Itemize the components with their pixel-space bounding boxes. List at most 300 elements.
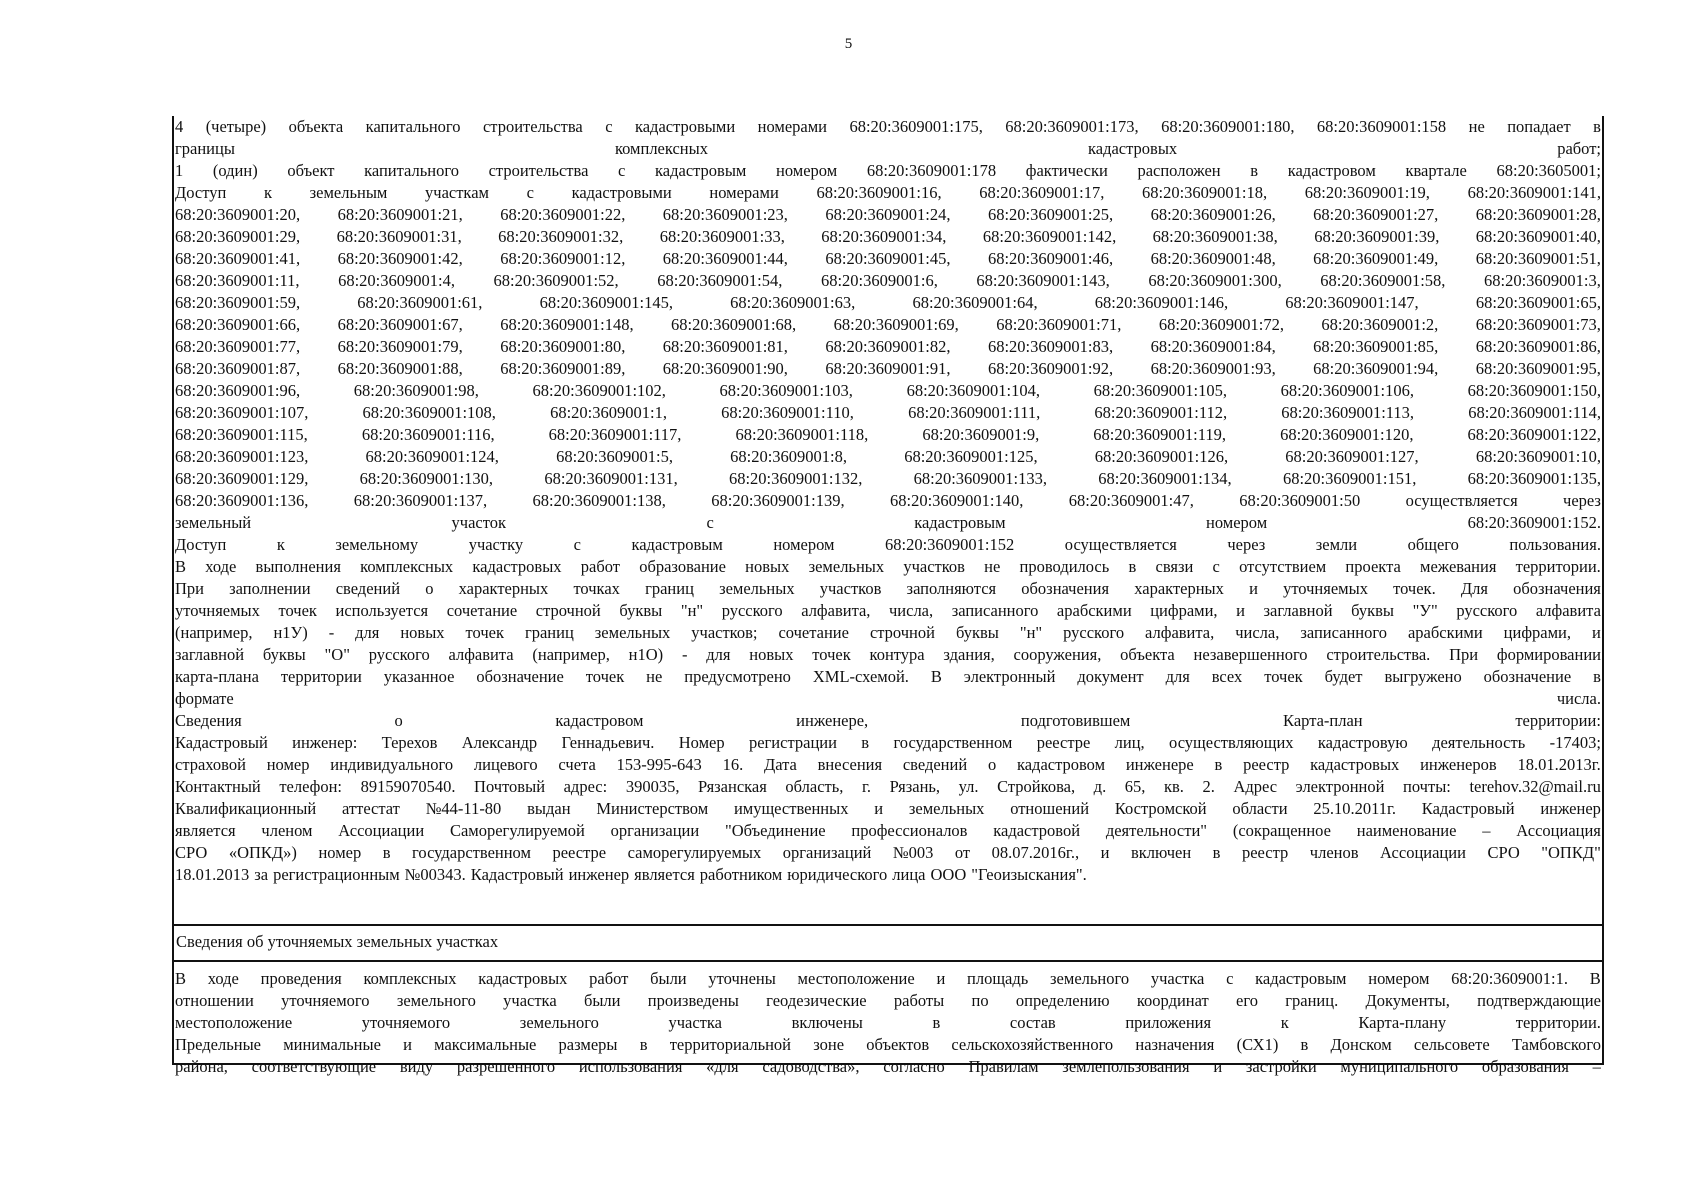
text-line (174, 490, 1602, 512)
word: заполняются (906, 579, 997, 598)
word: - (328, 623, 335, 642)
word: буквы (619, 601, 663, 620)
word: кадастровом (1287, 161, 1376, 180)
word: 68:20:3609001:4, (338, 271, 455, 290)
word: 68:20:3609001:105, (1093, 381, 1227, 400)
word: 1 (175, 161, 184, 180)
word: участков; (691, 623, 758, 642)
text-line (174, 358, 1602, 380)
word: «для (706, 1057, 739, 1076)
word: Адрес (1233, 777, 1278, 796)
word: земельному (335, 535, 419, 554)
word: строительства (482, 117, 583, 136)
word: регистрационным (273, 865, 400, 884)
word: 68:20:3609001:9, (922, 425, 1040, 444)
word: 68:20:3609001:133, (913, 469, 1048, 488)
word: 68:20:3609001:33, (659, 227, 785, 246)
word: виду (399, 1057, 434, 1076)
word: 68:20:3609001:134, (1098, 469, 1232, 488)
word: 68:20:3609001:49, (1313, 249, 1439, 268)
word: имущественных (733, 799, 849, 818)
word: При (1449, 645, 1479, 664)
word: точек (585, 667, 625, 686)
word: алфавита, (1145, 623, 1215, 642)
word: в (1128, 557, 1137, 576)
text-line (174, 512, 1602, 534)
text-line (174, 990, 1602, 1012)
word: через (1227, 535, 1266, 554)
word: (например, (532, 645, 610, 664)
word: государственном (412, 843, 531, 862)
word: участка (668, 1013, 722, 1032)
word: расположен (1137, 161, 1221, 180)
word: – (1482, 821, 1491, 840)
word: №003 (892, 843, 934, 862)
word: 68:20:3609001:89, (500, 359, 626, 378)
word: через (1563, 491, 1601, 510)
word: землепользования (1062, 1057, 1190, 1076)
word: 18.01.2013г. (1517, 755, 1601, 774)
word: в (382, 843, 391, 862)
word: 68:20:3609001:87, (175, 359, 301, 378)
word: попадает (1507, 117, 1571, 136)
word: о (425, 579, 434, 598)
word: 68:20:3609001:28, (1475, 205, 1601, 224)
word: 68:20:3609001:82, (825, 337, 951, 356)
word: Доступ (175, 183, 227, 202)
word: пользования. (1509, 535, 1601, 554)
text-line (174, 270, 1602, 292)
word: 68:20:3609001:136, (175, 491, 309, 510)
word: 08.07.2016г., (991, 843, 1080, 862)
word: н1У) (273, 623, 308, 642)
word: точек (1264, 667, 1303, 686)
text-line (174, 556, 1602, 578)
word: 68:20:3609001:300, (1148, 271, 1282, 290)
word: сочетание (778, 623, 849, 642)
word: кв. (1163, 777, 1184, 796)
text-line (174, 578, 1602, 600)
word: 68:20:3609001:73, (1475, 315, 1601, 334)
text-line (174, 116, 1602, 138)
word: цифрами, (1150, 601, 1218, 620)
word: состав (1009, 1013, 1056, 1032)
word: 68:20:3609001:91, (825, 359, 951, 378)
text-line (174, 1012, 1602, 1034)
text-line (174, 182, 1602, 204)
word: 2. (1202, 777, 1215, 796)
text-line (174, 160, 1602, 182)
word: Ассоциации (1380, 843, 1466, 862)
word: комплексных (360, 557, 454, 576)
word: работ (580, 557, 620, 576)
word: 68:20:3609001:20, (175, 205, 301, 224)
word: 68:20:3609001:178 (866, 161, 997, 180)
word: кадастровым (655, 161, 747, 180)
word: русского (1456, 601, 1518, 620)
word: точек. (1393, 579, 1436, 598)
word: буквы (955, 623, 999, 642)
text-line (174, 600, 1602, 622)
word: кадастровых (472, 557, 562, 576)
text-line (174, 798, 1602, 820)
word: уточняемого (361, 1013, 451, 1032)
word: юридического (787, 865, 888, 884)
word: 68:20:3609001:65, (1475, 293, 1601, 312)
word: земельных (719, 579, 795, 598)
word: 68:20:3609001:127, (1285, 447, 1419, 466)
text-line (174, 380, 1602, 402)
text-line (174, 138, 1602, 160)
word: 68:20:3609001:5, (556, 447, 673, 466)
word: земли (1315, 535, 1358, 554)
word: разрешенного (456, 1057, 556, 1076)
word: №44-11-80 (425, 799, 502, 818)
word: в (861, 733, 870, 752)
word: 25.10.2011г. (1313, 799, 1396, 818)
word: определению (1015, 991, 1110, 1010)
word: 18.01.2013 (175, 865, 250, 884)
word: участок (451, 513, 507, 532)
word: новых (745, 557, 790, 576)
word: является (634, 865, 695, 884)
word: земельный (175, 513, 252, 532)
word: Рязань, (889, 777, 941, 796)
word: точек (812, 645, 851, 664)
word: 68:20:3609001:102, (532, 381, 666, 400)
text-line (174, 314, 1602, 336)
word: 68:20:3609001:80, (500, 337, 626, 356)
word: В (1589, 969, 1601, 988)
word: 68:20:3609001:112, (1094, 403, 1228, 422)
word: 68:20:3609001:146, (1094, 293, 1229, 312)
word: Для (1460, 579, 1488, 598)
word: к (1280, 1013, 1289, 1032)
word: (СХ1) (1236, 1035, 1279, 1054)
word: номером (1368, 969, 1430, 988)
word: 68:20:3609001:72, (1158, 315, 1284, 334)
word: 68:20:3609001:113, (1281, 403, 1415, 422)
word: проекта (1345, 557, 1401, 576)
word: 68:20:3609001:29, (175, 227, 301, 246)
word: числа. (1556, 689, 1601, 708)
word: 68:20:3609001:135, (1467, 469, 1601, 488)
word: Ассоциация (1516, 821, 1601, 840)
word: от (954, 843, 971, 862)
word: Карта-плану (1358, 1013, 1447, 1032)
word: Саморегулируемой (449, 821, 585, 840)
word: Кадастровый (470, 865, 564, 884)
word: реестр (1243, 755, 1290, 774)
word: земельных (808, 557, 885, 576)
word: незавершенного (1193, 645, 1308, 664)
text-line (174, 842, 1602, 864)
word: "н" (680, 601, 704, 620)
word: кадастровым (1255, 969, 1347, 988)
word: для (706, 645, 731, 664)
word: 68:20:3609001:69, (833, 315, 959, 334)
word: территории (280, 667, 362, 686)
word: 68:20:3609001:54, (657, 271, 783, 290)
word: проводилось (1019, 557, 1110, 576)
word: Александр (461, 733, 538, 752)
word: для (1165, 667, 1190, 686)
word: terehov.32@mail.ru (1469, 777, 1601, 796)
word: 68:20:3609001:23, (662, 205, 788, 224)
word: 68:20:3609001:130, (359, 469, 494, 488)
word: 68:20:3609001:26, (1150, 205, 1276, 224)
word: работ; (1557, 139, 1601, 158)
word: включены (791, 1013, 863, 1032)
word: Стройкова, (997, 777, 1076, 796)
word: использования (578, 1057, 683, 1076)
word: 390035, (625, 777, 680, 796)
word: 68:20:3609001:31, (336, 227, 462, 246)
word: 68:20:3609001:131, (544, 469, 678, 488)
text-line (174, 754, 1602, 776)
word: кадастровыми (571, 183, 672, 202)
word: 68:20:3609001:47, (1068, 491, 1194, 510)
word: сельскохозяйственного (951, 1035, 1114, 1054)
word: его (1236, 991, 1258, 1010)
word: в (639, 1035, 648, 1054)
word: 16. (722, 755, 744, 774)
word: 68:20:3609001:50 (1239, 491, 1361, 510)
word: не (646, 667, 663, 686)
word: Дата (763, 755, 797, 774)
word: 68:20:3609001:22, (500, 205, 626, 224)
word: "н" (1019, 623, 1043, 642)
word: с (605, 117, 613, 136)
word: 68:20:3609001:139, (711, 491, 845, 510)
word: 68:20:3609001:152. (1467, 513, 1601, 532)
word: записанного (1300, 623, 1387, 642)
word: "У" (1412, 601, 1438, 620)
word: 68:20:3609001:46, (987, 249, 1114, 268)
word: электронной (1295, 777, 1385, 796)
word: 68:20:3609001:32, (498, 227, 624, 246)
word: инженере (1125, 755, 1194, 774)
word: алфавита (1535, 601, 1601, 620)
word: 68:20:3609001:58, (1320, 271, 1446, 290)
word: с (573, 535, 581, 554)
word: (сокращенное (1232, 821, 1331, 840)
word: 68:20:3609001:142, (982, 227, 1117, 246)
word: о (394, 711, 403, 730)
word: – (1592, 1057, 1601, 1076)
word: предусмотрено (684, 667, 791, 686)
word: точках (573, 579, 620, 598)
word: осуществляется (1064, 535, 1177, 554)
word: 68:20:3609001:8, (730, 447, 848, 466)
word: 68:20:3609001:173, (1005, 117, 1139, 136)
word: Кадастровый (175, 733, 268, 752)
word: обозначения (1513, 579, 1601, 598)
word: 68:20:3609001:66, (175, 315, 301, 334)
text-line (174, 710, 1602, 732)
word: образования (1481, 1057, 1569, 1076)
word: лицевого (473, 755, 538, 774)
word: документ (1077, 667, 1144, 686)
word: 68:20:3609001:83, (987, 337, 1114, 356)
word: будет (1324, 667, 1363, 686)
word: отношений (1010, 799, 1090, 818)
word: границ (524, 623, 574, 642)
word: в (1593, 667, 1601, 686)
word: территории. (1515, 1013, 1601, 1032)
word: к (263, 183, 272, 202)
word: участкам (425, 183, 489, 202)
word: Геннадьевич. (561, 733, 655, 752)
word: сведений (902, 755, 968, 774)
word: 68:20:3609001:115, (175, 425, 308, 444)
word: работ (589, 969, 629, 988)
text-line (174, 446, 1602, 468)
word: геодезические (766, 991, 867, 1010)
word: 68:20:3609001:140, (890, 491, 1024, 510)
word: 68:20:3609001:141, (1467, 183, 1601, 202)
word: приложения (1125, 1013, 1212, 1032)
word: числа, (889, 601, 934, 620)
word: соответствующие (251, 1057, 377, 1076)
word: кадастровым (631, 535, 723, 554)
word: В (175, 969, 187, 988)
word: и (1236, 601, 1245, 620)
text-line (174, 644, 1602, 666)
word: русского (1063, 623, 1125, 642)
text-line (174, 820, 1602, 842)
page-number: 5 (844, 36, 853, 52)
word: 68:20:3609001:39, (1314, 227, 1440, 246)
word: 68:20:3609001:143, (976, 271, 1110, 290)
word: 89159070540. (360, 777, 456, 796)
word: 68:20:3609001:175, (849, 117, 983, 136)
word: к (276, 535, 285, 554)
word: объект (287, 161, 335, 180)
word: квартале (1405, 161, 1467, 180)
word: 68:20:3609001:152 (885, 535, 1015, 554)
word: отношении (175, 991, 254, 1010)
word: кадастровом (1016, 755, 1106, 774)
word: 68:20:3609001:11, (175, 271, 300, 290)
word: территории. (1515, 557, 1601, 576)
word: границ. (1285, 991, 1339, 1010)
word: территории: (1515, 711, 1601, 730)
word: В (930, 667, 942, 686)
word: 68:20:3609001:48, (1150, 249, 1276, 268)
document-frame (172, 116, 1604, 1076)
word: индивидуального (330, 755, 454, 774)
word: земельным (309, 183, 388, 202)
word: 68:20:3609001:122, (1467, 425, 1601, 444)
word: номер (266, 755, 310, 774)
word: номером (1205, 513, 1268, 532)
text-line (174, 226, 1602, 248)
word: уточнены (708, 969, 776, 988)
text-line (174, 1034, 1602, 1056)
word: обозначения (1021, 579, 1110, 598)
word: строчной (535, 601, 601, 620)
word: 68:20:3609001:34, (821, 227, 947, 246)
word: реестре (552, 843, 607, 862)
word: 68:20:3609001:77, (175, 337, 301, 356)
word: в (1300, 1035, 1309, 1054)
word: СРО (1487, 843, 1520, 862)
word: "Объединение (724, 821, 826, 840)
text-line (174, 666, 1602, 688)
word: границ (645, 579, 694, 598)
word: цифрами, (1503, 623, 1571, 642)
word: местоположение (175, 1013, 293, 1032)
word: Министерством (596, 799, 709, 818)
word: 68:20:3609001:42, (337, 249, 463, 268)
word: зоне (813, 1035, 845, 1054)
word: объекта (1120, 645, 1175, 664)
word: Сведения (175, 711, 242, 730)
word: 68:20:3609001:180, (1161, 117, 1295, 136)
word: 68:20:3609001:67, (337, 315, 463, 334)
word: номер (318, 843, 362, 862)
word: проведения (260, 969, 342, 988)
word: 68:20:3609001:92, (987, 359, 1114, 378)
word: 68:20:3609001:158 (1316, 117, 1447, 136)
word: область, (785, 777, 844, 796)
word: 68:20:3609001:38, (1152, 227, 1278, 246)
word: 68:20:3609001:12, (500, 249, 626, 268)
word: (например, (175, 623, 253, 642)
word: согласно (883, 1057, 945, 1076)
word: 68:20:3609001:108, (362, 403, 496, 422)
word: деятельность (1432, 733, 1526, 752)
word: 68:20:3609001:129, (175, 469, 309, 488)
word: 68:20:3609001:61, (357, 293, 483, 312)
text-line (174, 968, 1602, 990)
word: строчной (869, 623, 935, 642)
word: Контактный (175, 777, 261, 796)
word: 68:20:3609001:95, (1475, 359, 1601, 378)
word: 68:20:3609001:148, (500, 315, 634, 334)
word: муниципального (1340, 1057, 1459, 1076)
word: 68:20:3609001:147, (1285, 293, 1419, 312)
word: 68:20:3609001:114, (1468, 403, 1601, 422)
word: фактически (1025, 161, 1108, 180)
word: в (932, 1013, 941, 1032)
word: 68:20:3609001:59, (175, 293, 301, 312)
word: в (1212, 843, 1221, 862)
word: алфавита, (801, 601, 871, 620)
word: местоположение (797, 969, 915, 988)
word: за (254, 865, 269, 884)
word: кадастровыми (634, 117, 736, 136)
word: - (681, 645, 688, 664)
word: капитального (365, 117, 461, 136)
word: Документы, (1365, 991, 1450, 1010)
word: были (650, 969, 687, 988)
word: 68:20:3609001:17, (979, 183, 1105, 202)
word: организаций (782, 843, 872, 862)
word: внесения (817, 755, 883, 774)
word: границы (175, 139, 235, 158)
word: с (1226, 969, 1234, 988)
word: 68:20:3609001:132, (728, 469, 863, 488)
word: номером (773, 535, 835, 554)
word: адрес: (563, 777, 608, 796)
word: обозначение (476, 667, 564, 686)
text-line (174, 248, 1602, 270)
word: и (936, 969, 946, 988)
word: Квалификационный (175, 799, 317, 818)
word: координат (1136, 991, 1209, 1010)
